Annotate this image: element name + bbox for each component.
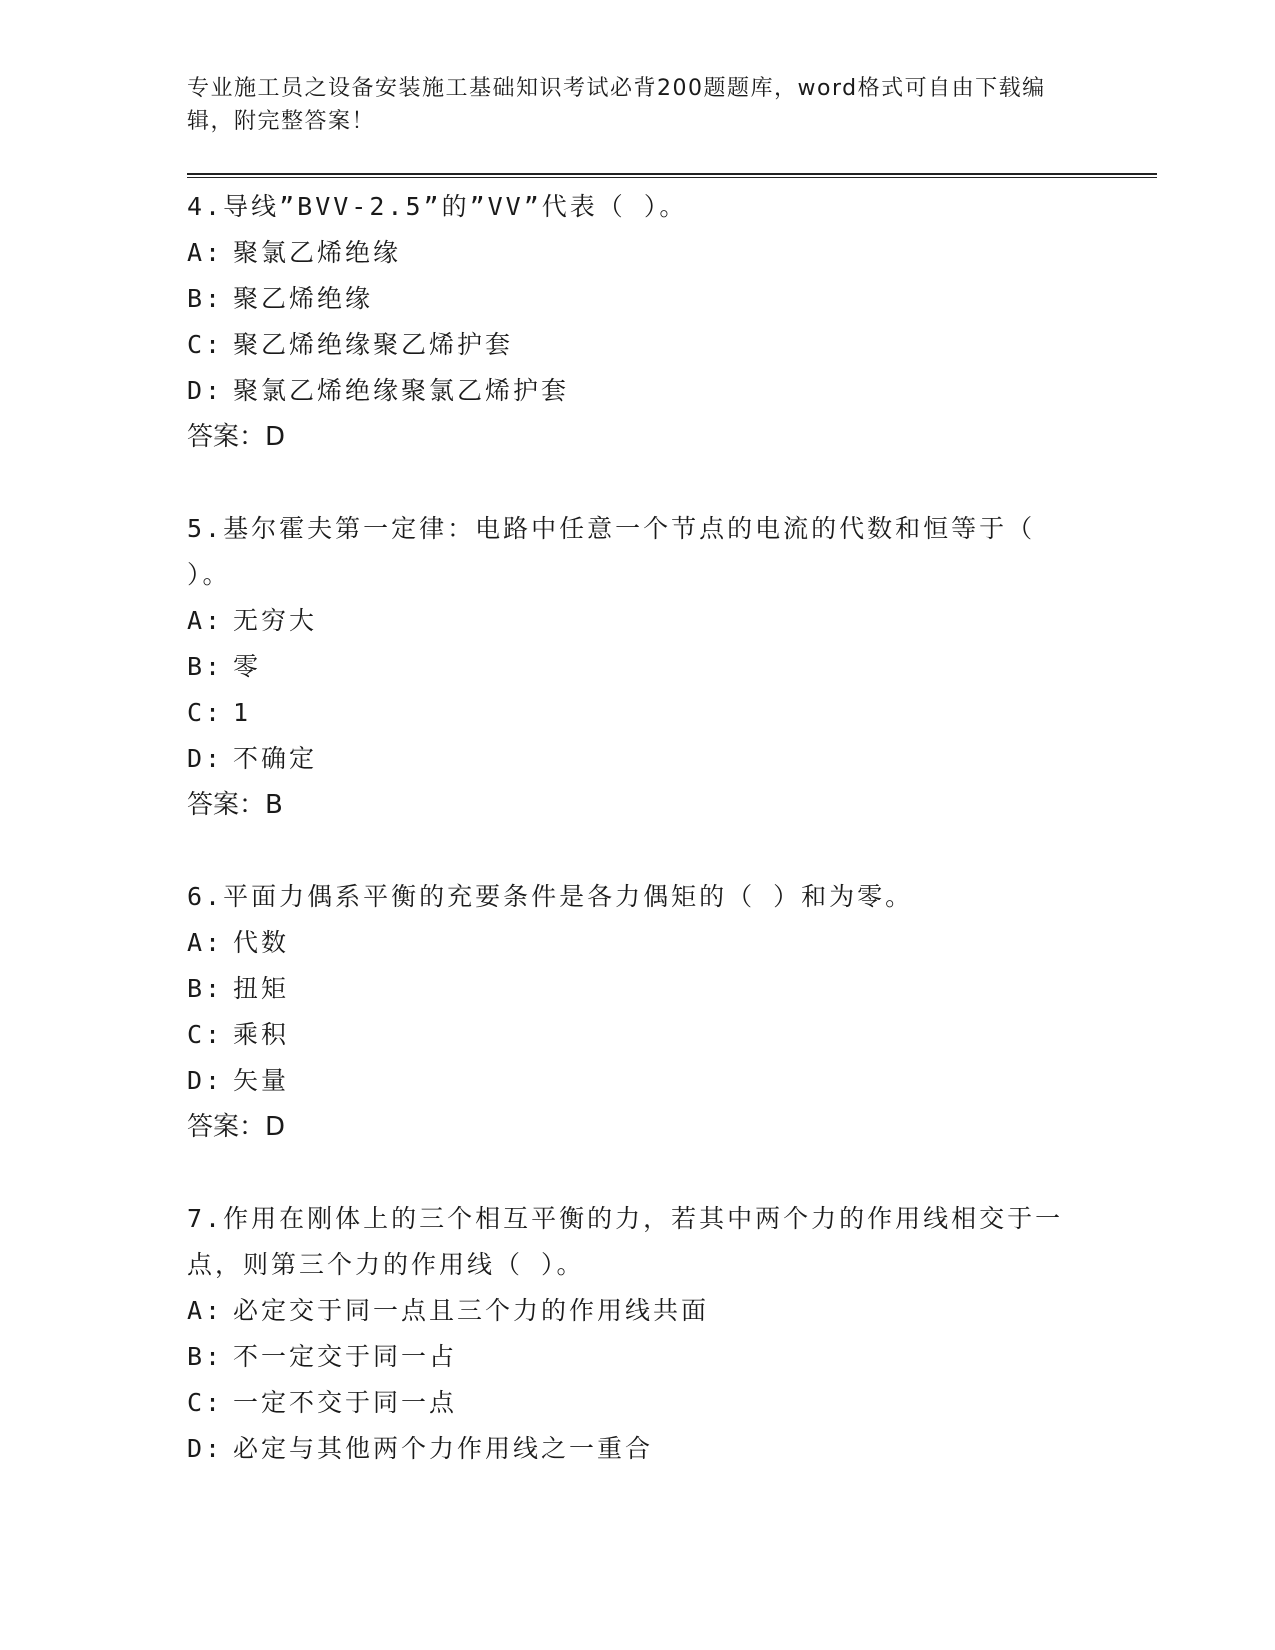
header-divider bbox=[187, 173, 1157, 178]
option-text: 1 bbox=[233, 698, 252, 727]
question-4 bbox=[187, 184, 1157, 460]
option-c bbox=[187, 1012, 1157, 1058]
question-7 bbox=[187, 1196, 1157, 1472]
option-b bbox=[187, 276, 1157, 322]
option-letter: D: bbox=[187, 744, 224, 773]
question-stem: 5.基尔霍夫第一定律：电路中任意一个节点的电流的代数和恒等于（ ）。 bbox=[187, 514, 1036, 589]
option-text: 无穷大 bbox=[233, 606, 318, 635]
option-letter: A: bbox=[187, 606, 224, 635]
option-d bbox=[187, 1058, 1157, 1104]
option-letter: A: bbox=[187, 238, 224, 267]
option-d bbox=[187, 736, 1157, 782]
question-spacer bbox=[187, 828, 1157, 874]
option-text: 矢量 bbox=[233, 1066, 290, 1095]
option-d bbox=[187, 368, 1157, 414]
option-a bbox=[187, 598, 1157, 644]
document-page bbox=[187, 72, 1157, 1472]
option-text: 代数 bbox=[233, 928, 290, 957]
option-b bbox=[187, 1334, 1157, 1380]
question-spacer bbox=[187, 1150, 1157, 1196]
option-c bbox=[187, 690, 1157, 736]
option-a bbox=[187, 920, 1157, 966]
document-header: 专业施工员之设备安装施工基础知识考试必背200题题库，word格式可自由下载编辑，附完整答案！ bbox=[187, 76, 1046, 134]
option-d bbox=[187, 1426, 1157, 1472]
option-text: 扭矩 bbox=[233, 974, 290, 1003]
answer-text: 答案：D bbox=[187, 1112, 286, 1142]
option-letter: D: bbox=[187, 1434, 224, 1463]
option-letter: A: bbox=[187, 1296, 224, 1325]
option-b bbox=[187, 644, 1157, 690]
option-letter: B: bbox=[187, 652, 224, 681]
question-spacer bbox=[187, 460, 1157, 506]
option-text: 聚氯乙烯绝缘 bbox=[233, 238, 402, 267]
option-a bbox=[187, 1288, 1157, 1334]
option-letter: D: bbox=[187, 376, 224, 405]
question-stem: 6.平面力偶系平衡的充要条件是各力偶矩的（ ）和为零。 bbox=[187, 882, 914, 911]
question-5 bbox=[187, 506, 1157, 828]
option-letter: A: bbox=[187, 928, 224, 957]
question-6 bbox=[187, 874, 1157, 1150]
answer-text: 答案：D bbox=[187, 422, 286, 452]
option-letter: C: bbox=[187, 1388, 224, 1417]
option-text: 聚氯乙烯绝缘聚氯乙烯护套 bbox=[233, 376, 570, 405]
option-text: 一定不交于同一点 bbox=[233, 1388, 458, 1417]
answer-text: 答案：B bbox=[187, 790, 283, 820]
option-letter: D: bbox=[187, 1066, 224, 1095]
option-c bbox=[187, 1380, 1157, 1426]
option-text: 必定与其他两个力作用线之一重合 bbox=[233, 1434, 654, 1463]
option-letter: B: bbox=[187, 1342, 224, 1371]
option-c bbox=[187, 322, 1157, 368]
option-letter: C: bbox=[187, 698, 224, 727]
option-a bbox=[187, 230, 1157, 276]
option-text: 必定交于同一点且三个力的作用线共面 bbox=[233, 1296, 710, 1325]
option-letter: C: bbox=[187, 1020, 224, 1049]
option-b bbox=[187, 966, 1157, 1012]
option-text: 聚乙烯绝缘 bbox=[233, 284, 374, 313]
option-text: 聚乙烯绝缘聚乙烯护套 bbox=[233, 330, 514, 359]
question-stem: 4.导线”BVV-2.5”的”VV”代表（ ）。 bbox=[187, 192, 688, 221]
question-stem: 7.作用在刚体上的三个相互平衡的力，若其中两个力的作用线相交于一点，则第三个力的作用线（ ）。 bbox=[187, 1204, 1064, 1279]
option-letter: C: bbox=[187, 330, 224, 359]
option-letter: B: bbox=[187, 974, 224, 1003]
option-text: 零 bbox=[233, 652, 262, 681]
option-text: 不一定交于同一占 bbox=[233, 1342, 458, 1371]
option-text: 乘积 bbox=[233, 1020, 290, 1049]
option-letter: B: bbox=[187, 284, 224, 313]
option-text: 不确定 bbox=[233, 744, 318, 773]
